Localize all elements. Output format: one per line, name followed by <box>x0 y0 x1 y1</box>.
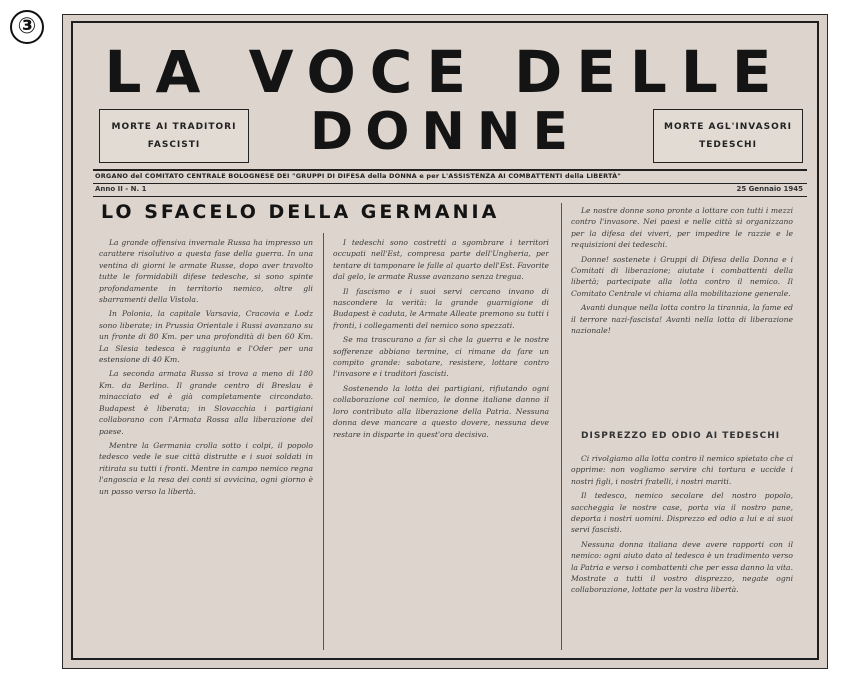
column-divider-1 <box>323 233 324 650</box>
page-frame <box>71 21 819 660</box>
paragraph: Le nostre donne sono pronte a lottare con tutti i mezzi contro l'invasore. Nei paesi e nelle città si organizzano per la difesa dei viveri, per impedire le razzie e le requisizioni dei tedeschi. <box>571 206 793 250</box>
article-column-1 <box>99 237 313 650</box>
paragraph: I tedeschi sono costretti a sgombrare i territori occupati nell'Est, compresa parte dell'Ungheria, per tentare di tamponare le falle al quarto dell'Est. Favorite dal gelo, le armate Russe avanzano senza tregua. <box>333 238 549 282</box>
article-column-2 <box>333 237 549 650</box>
issue-date: 25 Gennaio 1945 <box>736 185 803 193</box>
paragraph: Nessuna donna italiana deve avere rapporti con il nemico: ogni aiuto dato al tedesco è un tradimento verso la Patria e verso i combattenti che per essa danno la vita. Mostrate a tutti il vostro disprezzo, negate ogni collaborazione, lottate per la vostra libertà. <box>571 539 793 595</box>
paragraph: Il tedesco, nemico secolare del nostro popolo, saccheggia le nostre case, porta via il nostro pane, deporta i nostri uomini. Disprezzo ed odio a lui e ai suoi servi fascisti. <box>571 491 793 535</box>
main-headline: LO SFACELO DELLA GERMANIA <box>101 201 500 223</box>
paragraph: Se ma trascurano a far sì che la guerra e le nostre sofferenze abbiano termine, ci rimane da fare un compito grande: sabotare, resistere, lottare contro l'invasore e i traditori fascisti. <box>333 335 549 379</box>
right-ear-line-1: MORTE AGL'INVASORI <box>663 122 792 132</box>
masthead-line-1: LA VOCE DELLE <box>104 38 786 106</box>
paragraph: Il fascismo e i suoi servi cercano invano di nascondere la verità: la grande guarnigione di Budapest è caduta, le Armate Alleate premono su tutti i fronti, i collegamenti del nemico sono spezzati. <box>333 286 549 330</box>
paragraph: Mentre la Germania crolla sotto i colpi, il popolo tedesco vede le sue città distrutte e i suoi soldati in ritirata su tutti i fronti. Mentre in campo nemico regna l'angoscia e la resa dei conti si avvicina, ogni giorno è un passo verso la libertà. <box>99 440 313 496</box>
paragraph: Avanti dunque nella lotta contro la tirannia, la fame ed il terrore nazi-fascista! Avanti nella lotta di liberazione nazionale! <box>571 303 793 336</box>
paragraph: La seconda armata Russa si trova a meno di 180 Km. da Berlino. Il grande centro di Breslau è minacciato ed è già completamente circondato. Budapest è liberata; in Slovacchia i partigiani collaborano con l'Armata Rossa alla liberazione del paese. <box>99 369 313 436</box>
masthead-rule-top <box>93 169 807 171</box>
paragraph: Donne! sostenete i Gruppi di Difesa della Donna e i Comitati di liberazione; aiutate i combattenti della libertà; partecipate alla lotta contro il nemico. Il Comitato Centrale vi chiama alla mobilitazione generale. <box>571 254 793 298</box>
dateline <box>95 185 803 195</box>
masthead-rule-bottom <box>93 196 807 197</box>
paragraph: Sostenendo la lotta dei partigiani, rifiutando ogni collaborazione col nemico, le donne italiane danno il loro contributo alla liberazione della Patria. Nessuna donna deve mancare a questo dovere, nessuna deve restare in disparte in quest'ora decisiva. <box>333 383 549 439</box>
masthead-line-2: DONNE <box>310 102 580 162</box>
column-divider-2 <box>561 203 562 650</box>
paragraph: In Polonia, la capitale Varsavia, Cracovia e Lodz sono liberate; in Prussia Orientale i Russi avanzano su un fronte di 80 Km. per una profondità di ben 60 Km. La Slesia tedesca è raggiunta e l'Oder per una estensione di 40 Km. <box>99 309 313 365</box>
right-ear-box <box>653 109 803 163</box>
article-column-3b <box>571 453 793 650</box>
organ-subline: ORGANO del COMITATO CENTRALE BOLOGNESE DEI "GRUPPI DI DIFESA della DONNA e per L'ASSISTENZA AI COMBATTENTI della LIBERTÀ" <box>95 172 621 180</box>
figure-number-marker: ③ <box>10 10 44 44</box>
left-ear-line-2: FASCISTI <box>147 140 201 150</box>
newspaper-page <box>62 14 828 669</box>
right-ear-line-2: TEDESCHI <box>699 140 757 150</box>
article-column-3 <box>571 205 793 425</box>
paragraph: Ci rivolgiamo alla lotta contro il nemico spietato che ci opprime: non vogliamo servire chi tortura e uccide i nostri figli, i nostri fratelli, i nostri mariti. <box>571 454 793 486</box>
left-ear-line-1: MORTE AI TRADITORI <box>111 122 237 132</box>
masthead-rule-middle <box>93 183 807 184</box>
left-ear-box <box>99 109 249 163</box>
paragraph: La grande offensiva invernale Russa ha impresso un carattere risolutivo a questa fase della guerra. In una ventina di giorni le armate Russe, dopo aver travolto tutte le formidabili difese tedesche, si sono spinte profondamente in territorio nemico, oltre gli sbarramenti della Vistola. <box>99 238 313 305</box>
secondary-headline: DISPREZZO ED ODIO AI TEDESCHI <box>581 431 781 441</box>
issue-number: Anno II - N. 1 <box>95 185 147 193</box>
